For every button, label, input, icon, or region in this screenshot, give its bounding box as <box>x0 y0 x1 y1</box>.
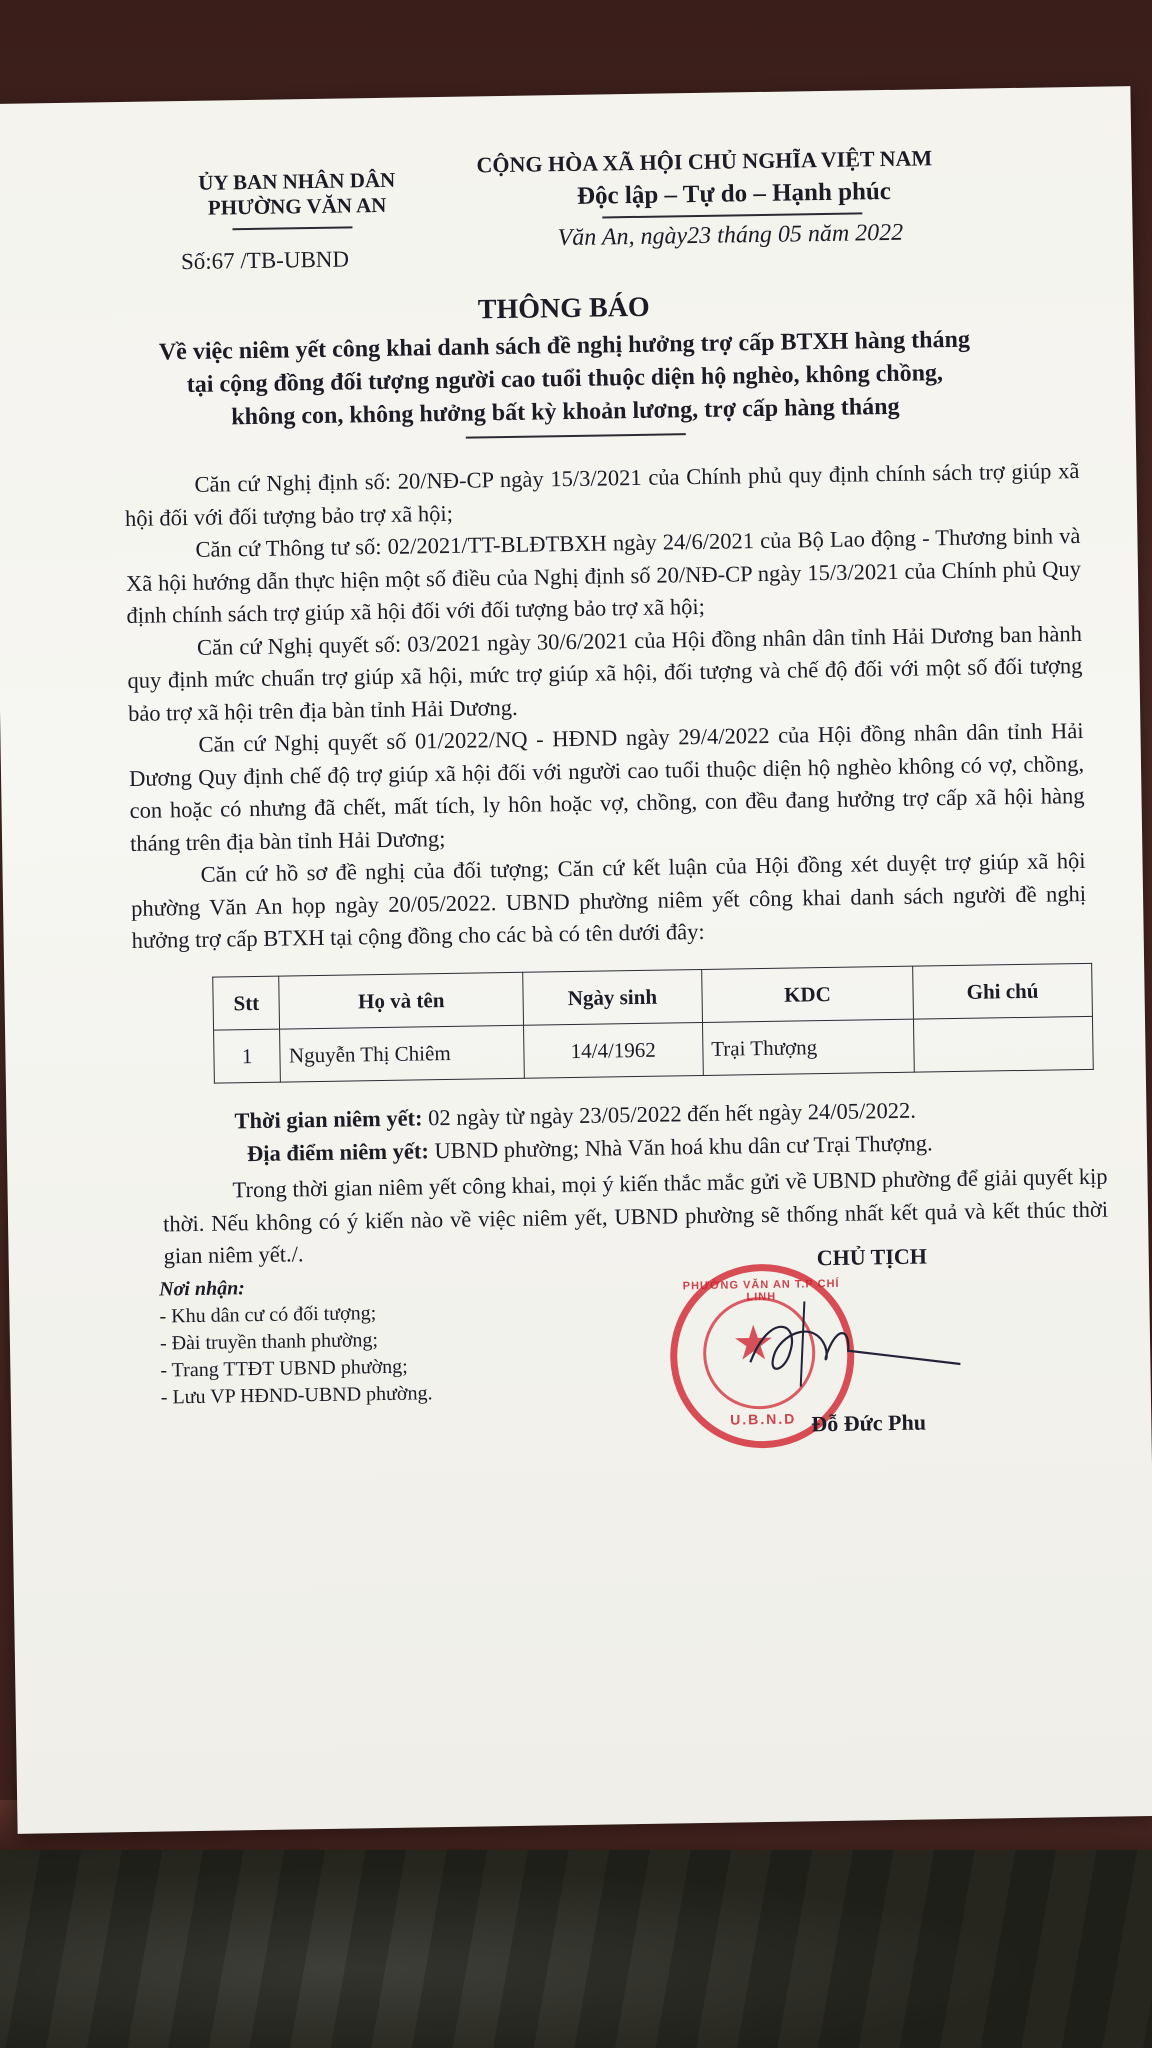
recipients-block <box>159 1272 433 1411</box>
basis-paragraph: Căn cứ Thông tư số: 02/2021/TT-BLĐTBXH ngày 24/6/2021 của Bộ Lao động - Thương binh và Xã hội hướng dẫn thực hiện một số điều của Nghị định số 20/NĐ-CP ngày 15/3/2021 của Chính phủ Quy định chính sách trợ giúp xã hội đối với đối tượng bảo trợ xã hội; <box>125 522 1082 628</box>
doc-number: Số:67 /TB-UBND <box>180 246 350 275</box>
posting-place <box>247 1130 933 1167</box>
subtitle-line-2: tại cộng đồng đối tượng người cao tuổi thuộc diện hộ nghèo, không chồng, <box>186 360 944 399</box>
place-date: Văn An, ngày23 tháng 05 năm 2022 <box>557 219 904 252</box>
posting-time-label: Thời gian niêm yết: <box>234 1105 423 1134</box>
seal-text-top: PHƯỜNG VĂN AN T.P CHÍ LINH <box>682 1277 840 1304</box>
subtitle-line-1: Về việc niêm yết công khai danh sách đề nghị hưởng trợ cấp BTXH hàng tháng <box>158 326 971 366</box>
cell-birthdate: 14/4/1962 <box>523 1022 703 1078</box>
notice-body <box>124 455 1087 957</box>
cell-stt: 1 <box>214 1029 281 1083</box>
recipient-item: - Đài truyền thanh phường; <box>159 1329 379 1355</box>
column-header-name: Họ và tên <box>279 972 523 1029</box>
notice-title: THÔNG BÁO <box>477 291 650 326</box>
motto-underline <box>602 212 862 218</box>
seal-star-icon: ★ <box>731 1314 776 1372</box>
column-header-birthdate: Ngày sinh <box>522 969 702 1025</box>
column-header-note: Ghi chú <box>913 963 1093 1019</box>
column-header-kdc: KDC <box>701 966 913 1022</box>
basis-paragraph: Căn cứ Nghị định số: 20/NĐ-CP ngày 15/3/2021 của Chính phủ quy định chính sách trợ giúp xã hội đối với đối tượng bảo trợ xã hội; <box>124 458 1080 531</box>
agency-name <box>167 167 428 221</box>
basis-paragraph: Căn cứ hồ sơ đề nghị của đối tượng; Căn cứ kết luận của Hội đồng xét duyệt trợ giúp xã hội phường Văn An họp ngày 20/05/2022. UBND phường niêm yết công khai danh sách người đề nghị hưởng trợ cấp BTXH tại cộng đồng cho các bà có tên dưới đây: <box>130 847 1087 953</box>
posting-place-label: Địa điểm niêm yết: <box>246 1138 430 1167</box>
signer-role: CHỦ TỊCH <box>816 1243 928 1271</box>
posting-place-value: UBND phường; Nhà Văn hoá khu dân cư Trại Thượng. <box>428 1130 933 1164</box>
handwritten-signature <box>729 1289 971 1403</box>
basis-paragraph: Căn cứ Nghị quyết số 01/2022/NQ - HĐND ngày 29/4/2022 của Hội đồng nhân dân tỉnh Hải Dương Quy định chế độ trợ giúp xã hội đối với người cao tuổi thuộc diện hộ nghèo không có vợ, chồng, con hoặc có nhưng đã chết, mất tích, ly hôn hoặc vợ, chồng, con đều đang hưởng trợ cấp xã hội hàng tháng trên địa bàn tỉnh Hải Dương; <box>128 717 1085 856</box>
posting-time <box>234 1098 916 1135</box>
floor-texture <box>0 1850 1152 2048</box>
title-underline <box>466 433 686 438</box>
agency-line-2: PHƯỜNG VĂN AN <box>207 192 387 220</box>
signer-name: Đỗ Đức Phu <box>811 1409 927 1437</box>
nation-name: CỘNG HÒA XÃ HỘI CHỦ NGHĨA VIỆT NAM <box>476 145 933 178</box>
recipient-item: - Lưu VP HĐND-UBND phường. <box>160 1382 433 1409</box>
seal-text-bottom: U.B.N.D <box>730 1410 797 1428</box>
recipient-item: - Khu dân cư có đối tượng; <box>159 1302 377 1328</box>
posting-note-text: Trong thời gian niêm yết công khai, mọi ý kiến thắc mắc gửi về UBND phường để giải quyết kịp thời. Nếu không có ý kiến nào về việc niêm yết, UBND phường sẽ thống nhất kết quả và kết thúc thời gian niêm yết./. <box>162 1163 1109 1269</box>
cell-note <box>913 1016 1093 1072</box>
posting-time-value: 02 ngày từ ngày 23/05/2022 đến hết ngày 24/05/2022. <box>422 1097 917 1131</box>
notice-document <box>0 86 1152 1834</box>
cell-name: Nguyễn Thị Chiêm <box>280 1025 524 1082</box>
posting-note <box>162 1161 1108 1273</box>
agency-line-1: ỦY BAN NHÂN DÂN <box>198 167 396 195</box>
column-header-stt: Stt <box>213 976 280 1030</box>
agency-underline <box>232 226 352 230</box>
basis-paragraph: Căn cứ Nghị quyết số: 03/2021 ngày 30/6/2021 của Hội đồng nhân dân tỉnh Hải Dương ban hành quy định mức chuẩn trợ giúp xã hội, mức trợ giúp xã hội, đối tượng và chế độ đối với một số đối tượng bảo trợ xã hội trên địa bàn tỉnh Hải Dương. <box>127 620 1083 726</box>
subtitle-line-3: không con, không hưởng bất kỳ khoản lương, trợ cấp hàng tháng <box>231 393 900 431</box>
cell-kdc: Trại Thượng <box>702 1019 914 1075</box>
recipient-item: - Trang TTĐT UBND phường; <box>160 1355 408 1382</box>
recipients-label: Nơi nhận: <box>158 1277 246 1301</box>
beneficiary-table <box>212 963 1094 1084</box>
nation-motto: Độc lập – Tự do – Hạnh phúc <box>576 177 892 210</box>
